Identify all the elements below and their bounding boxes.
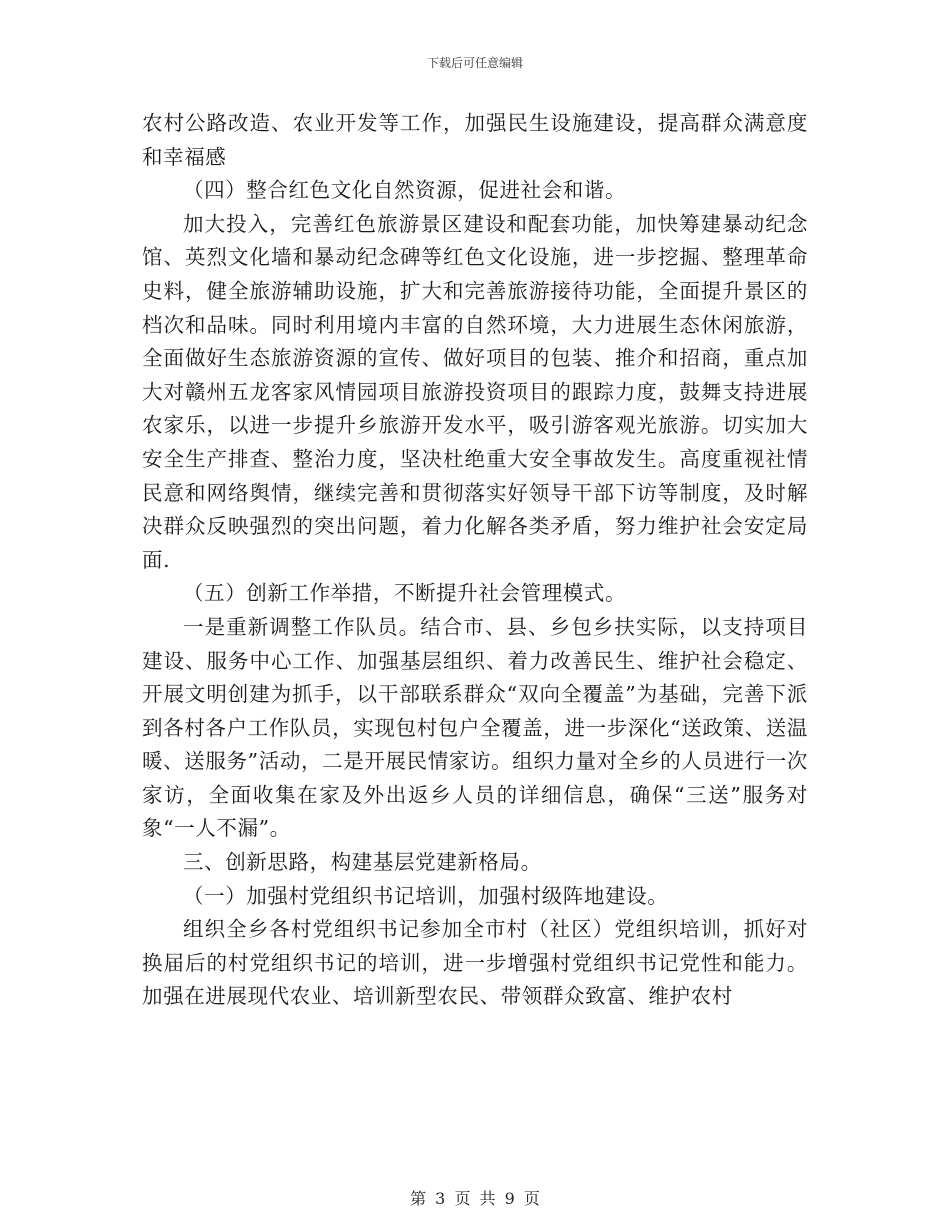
heading-part-3: 三、创新思路，构建基层党建新格局。 [183,850,542,875]
paragraph-3: 加大投入，完善红色旅游景区建设和配套功能，加快筹建暴动纪念馆、英烈文化墙和暴动纪念碑等红色文化设施，进一步挖掘、整理革命史料，健全旅游辅助设施，扩大和完善旅游接待功能，全面提升景区的档次和品味。同时利用境内丰富的自然环境，大力进展生态休闲旅游，全面做好生态旅游资源的宣传、做好项目的包装、推介和招商，重点加大对赣州五龙客家风情园项目旅游投资项目的跟踪力度，鼓舞支持进展农家乐，以进一步提升乡旅游开发水平，吸引游客观光旅游。切实加大安全生产排查、整治力度，坚决杜绝重大安全事故发生。高度重视社情民意和网络舆情，继续完善和贯彻落实好领导干部下访等制度，及时解决群众反映强烈的突出问题，着力化解各类矛盾，努力维护社会安定局面. [142,211,808,572]
heading-section-4: （四）整合红色文化自然资源，促进社会和谐。 [183,178,627,203]
page-header: 下载后可任意编辑 [426,56,523,70]
paragraph-1: 农村公路改造、农业开发等工作，加强民生设施建设，提高群众满意度和幸福感 [142,111,808,169]
heading-section-5: （五）创新工作举措，不断提升社会管理模式。 [183,581,627,606]
paragraph-5: 一是重新调整工作队员。结合市、县、乡包乡扶实际，以支持项目建设、服务中心工作、加强基层组织、着力改善民生、维护社会稳定、开展文明创建为抓手，以干部联系群众“双向全覆盖”为基础，完善下派到各村各户工作队员，实现包村包户全覆盖，进一步深化“送政策、送温暖、送服务”活动，二是开展民情家访。组织力量对全乡的人员进行一次家访，全面收集在家及外出返乡人员的详细信息，确保“三送”服务对象“一人不漏”。 [142,614,808,841]
heading-subsection-1: （一）加强村党组织书记培训，加强村级阵地建设。 [183,883,669,908]
document-body [142,107,808,1014]
page-number: 第 3 页 共 9 页 [410,1189,540,1208]
paragraph-8: 组织全乡各村党组织书记参加全市村（社区）党组织培训，抓好对换届后的村党组织书记的培训，进一步增强村党组织书记党性和能力。加强在进展现代农业、培训新型农民、带领群众致富、维护农村 [142,917,808,1009]
